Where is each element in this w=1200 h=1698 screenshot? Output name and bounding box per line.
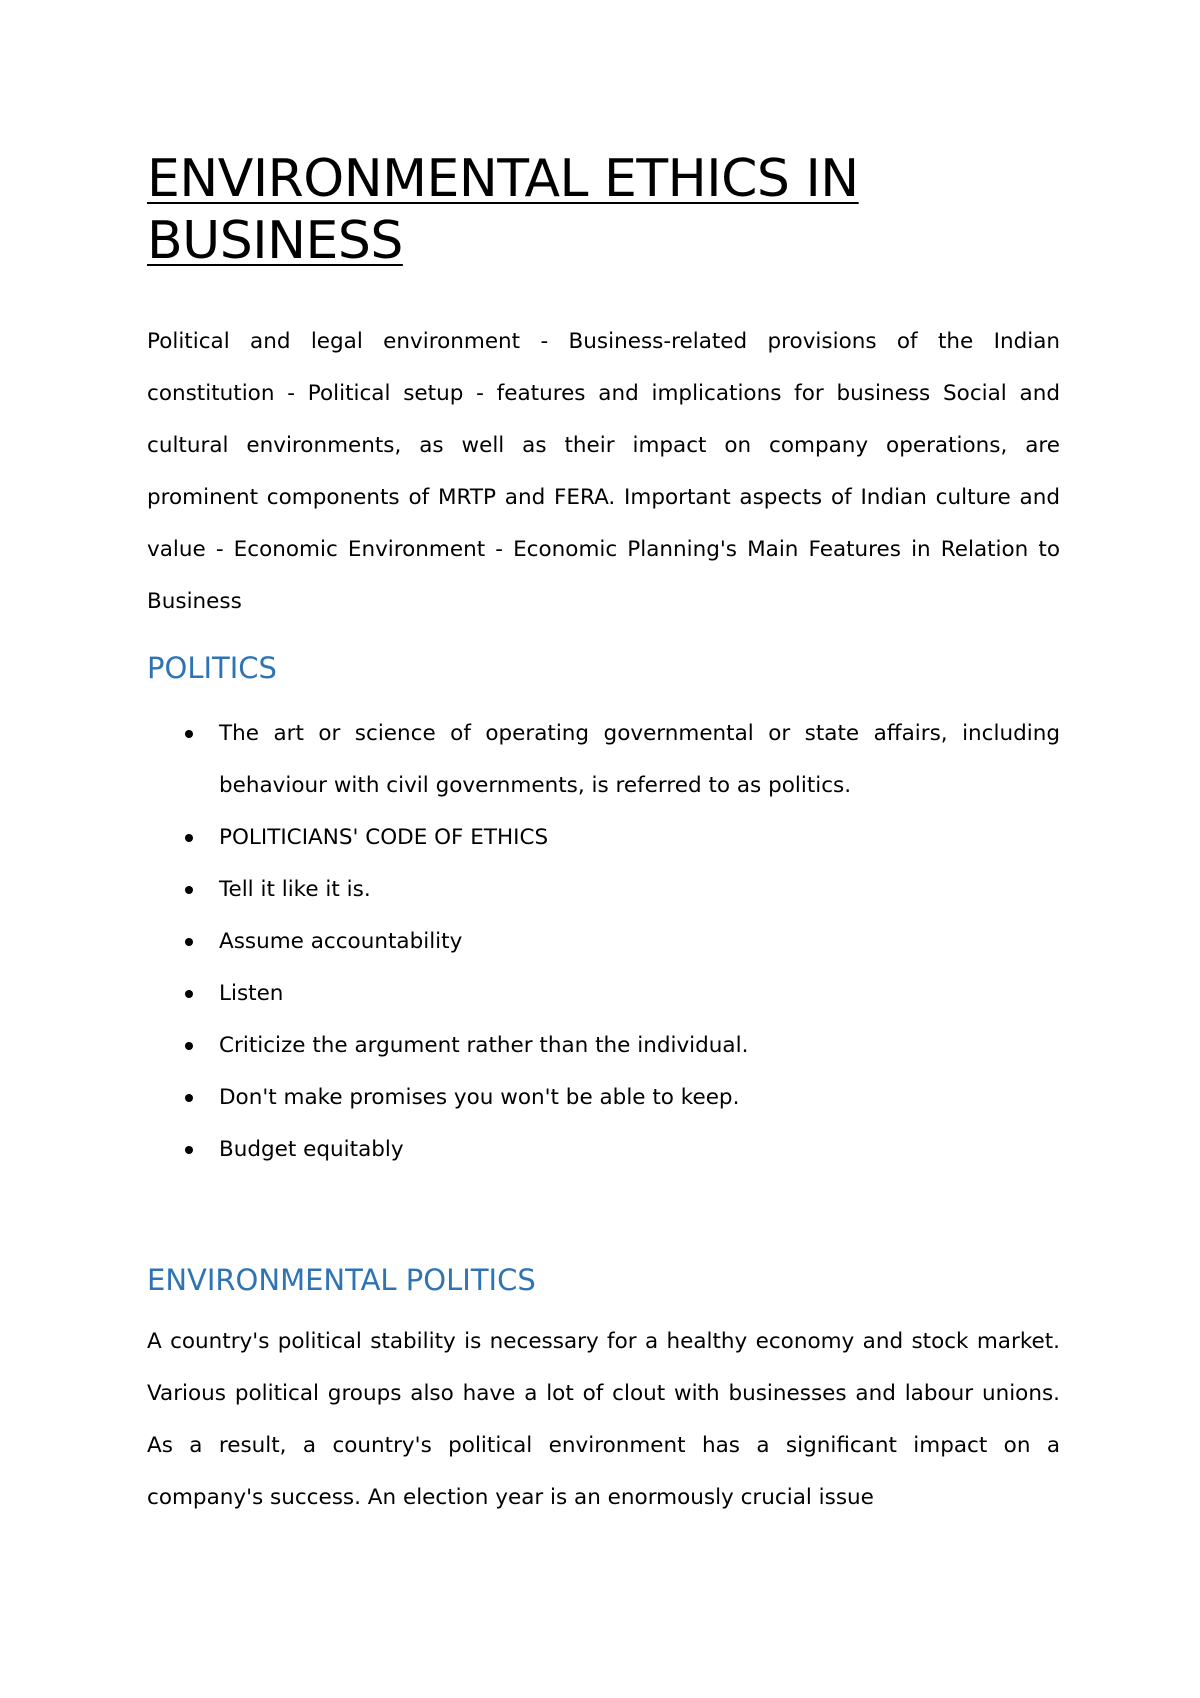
bullet-icon: [185, 730, 193, 738]
list-item-text: The art or science of operating governmental or state affairs, including behaviour with civil governments, is referred to as politics.: [219, 721, 1060, 798]
list-item-text: Tell it like it is.: [219, 877, 371, 902]
list-item-text: Listen: [219, 981, 284, 1006]
environmental-politics-heading: ENVIRONMENTAL POLITICS: [147, 1263, 536, 1297]
bullet-icon: [185, 886, 193, 894]
bullet-icon: [185, 834, 193, 842]
list-item: [147, 1072, 1060, 1124]
list-item: [147, 812, 1060, 864]
intro-paragraph: Political and legal environment - Business-related provisions of the Indian constitution - Political setup - features and implications for business Social and cultural environments, as well as their impact on company operations, are prominent components of MRTP and FERA. Important aspects of Indian culture and value - Economic Environment - Economic Planning's Main Features in Relation to Business: [147, 329, 1060, 614]
list-item: [147, 1020, 1060, 1072]
list-item-text: Budget equitably: [219, 1137, 404, 1162]
politics-heading: POLITICS: [147, 651, 277, 685]
bullet-icon: [185, 1042, 193, 1050]
list-item: [147, 968, 1060, 1020]
bullet-icon: [185, 1094, 193, 1102]
list-item: [147, 1124, 1060, 1176]
list-item-text: Criticize the argument rather than the individual.: [219, 1033, 749, 1058]
list-item: [147, 864, 1060, 916]
bullet-icon: [185, 1146, 193, 1154]
environmental-politics-paragraph: A country's political stability is necessary for a healthy economy and stock market. Various political groups also have a lot of clout with businesses and labour unions. As a result, a country's political environment has a significant impact on a company's success. An election year is an enormously crucial issue: [147, 1329, 1060, 1510]
list-item-text: Don't make promises you won't be able to keep.: [219, 1085, 740, 1110]
list-item: [147, 708, 1060, 812]
politics-bullet-list: [147, 708, 1060, 1176]
document-title: ENVIRONMENTAL ETHICS IN BUSINESS: [147, 149, 859, 271]
bullet-icon: [185, 938, 193, 946]
list-item-text: Assume accountability: [219, 929, 463, 954]
bullet-icon: [185, 990, 193, 998]
list-item-text: POLITICIANS' CODE OF ETHICS: [219, 825, 549, 850]
list-item: [147, 916, 1060, 968]
